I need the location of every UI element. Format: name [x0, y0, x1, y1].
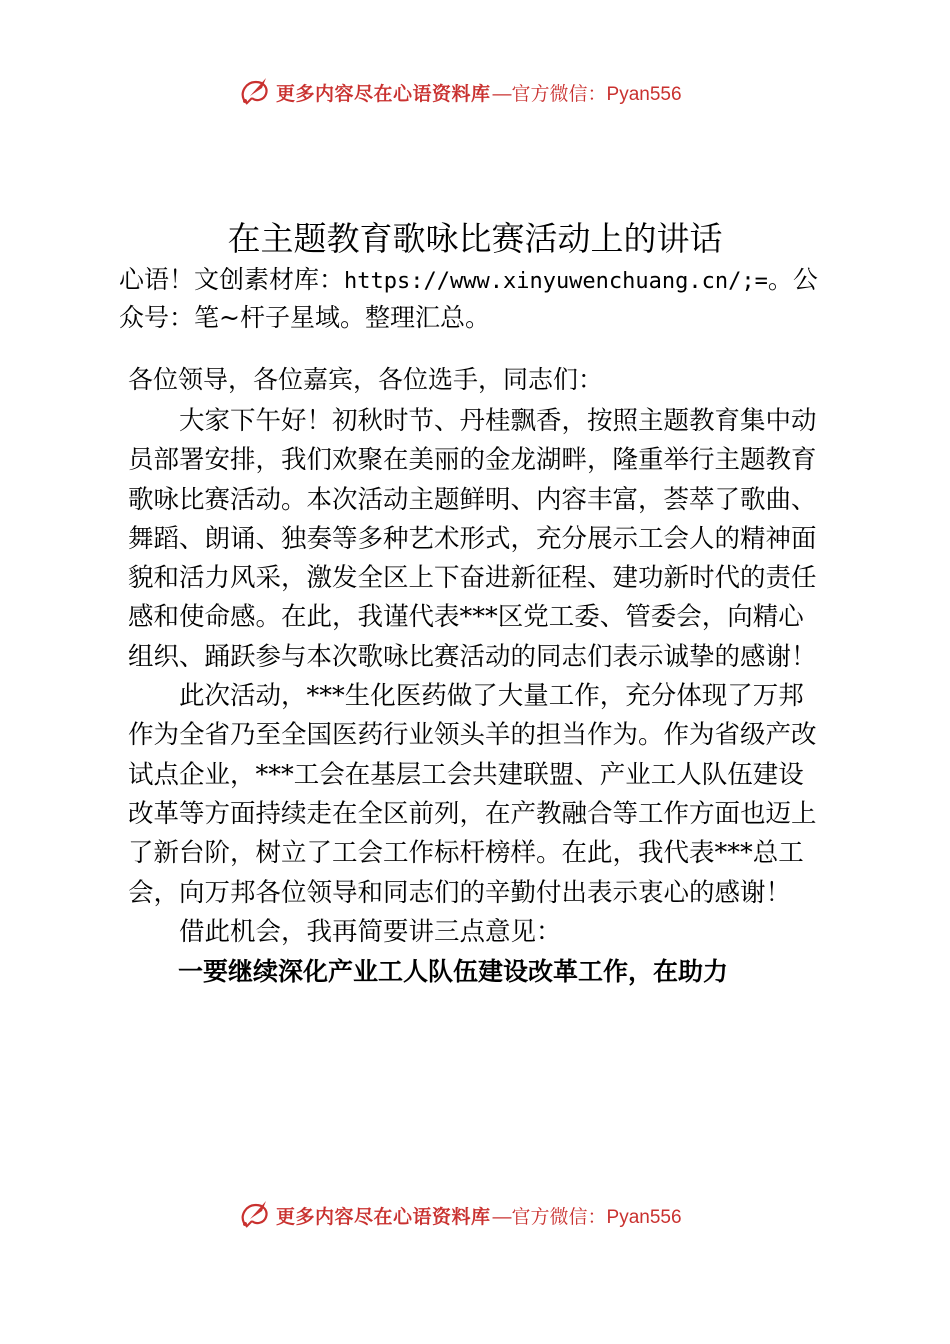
salutation: 各位领导，各位嘉宾，各位选手，同志们：: [128, 365, 604, 394]
document-title: 在主题教育歌咏比赛活动上的讲话: [227, 219, 723, 258]
watermark-contact: —官方微信：Pyan556: [492, 83, 682, 105]
watermark-contact: —官方微信：Pyan556: [492, 1206, 682, 1228]
watermark-brand: 更多内容尽在心语资料库: [276, 82, 491, 105]
header-watermark: [236, 72, 682, 112]
source-prefix: 心语！文创素材库：: [119, 265, 345, 294]
paragraph-2: 此次活动，***生化医药做了大量工作，充分体现了万邦作为全省乃至全国医药行业领头羊的担当作为。作为省级产改试点企业，***工会在基层工会共建联盟、产业工人队伍建设改革等方面持续走在全区前列，在产教融合等工作方面也迈上了新台阶，树立了工会工作标杆榜样。在此，我代表***总工会，向万邦各位领导和同志们的辛勤付出表示衷心的感谢！: [128, 681, 817, 908]
watermark-brand: 更多内容尽在心语资料库: [276, 1205, 491, 1228]
source-suffix: 。公众号：笔~杆子星域。整理汇总。: [119, 265, 818, 332]
quill-pen-icon: [236, 1197, 272, 1233]
footer-watermark: [236, 1195, 682, 1235]
source-url: https://www.xinyuwenchuang.cn/;=: [344, 269, 768, 294]
speech-body: [128, 402, 828, 991]
section-heading-1: 一要继续深化产业工人队伍建设改革工作，在助力: [178, 957, 729, 987]
quill-pen-icon: [236, 74, 272, 110]
paragraph-3: 借此机会，我再简要讲三点意见：: [179, 916, 562, 947]
source-note: [119, 262, 839, 336]
paragraph-1: 大家下午好！初秋时节、丹桂飘香，按照主题教育集中动员部署安排，我们欢聚在美丽的金龙湖畔，隆重举行主题教育歌咏比赛活动。本次活动主题鲜明、内容丰富，荟萃了歌曲、舞蹈、朗诵、独奏等多种艺术形式，充分展示工会人的精神面貌和活力风采，激发全区上下奋进新征程、建功新时代的责任感和使命感。在此，我谨代表***区党工委、管委会，向精心组织、踊跃参与本次歌咏比赛活动的同志们表示诚挚的感谢！: [128, 406, 817, 672]
